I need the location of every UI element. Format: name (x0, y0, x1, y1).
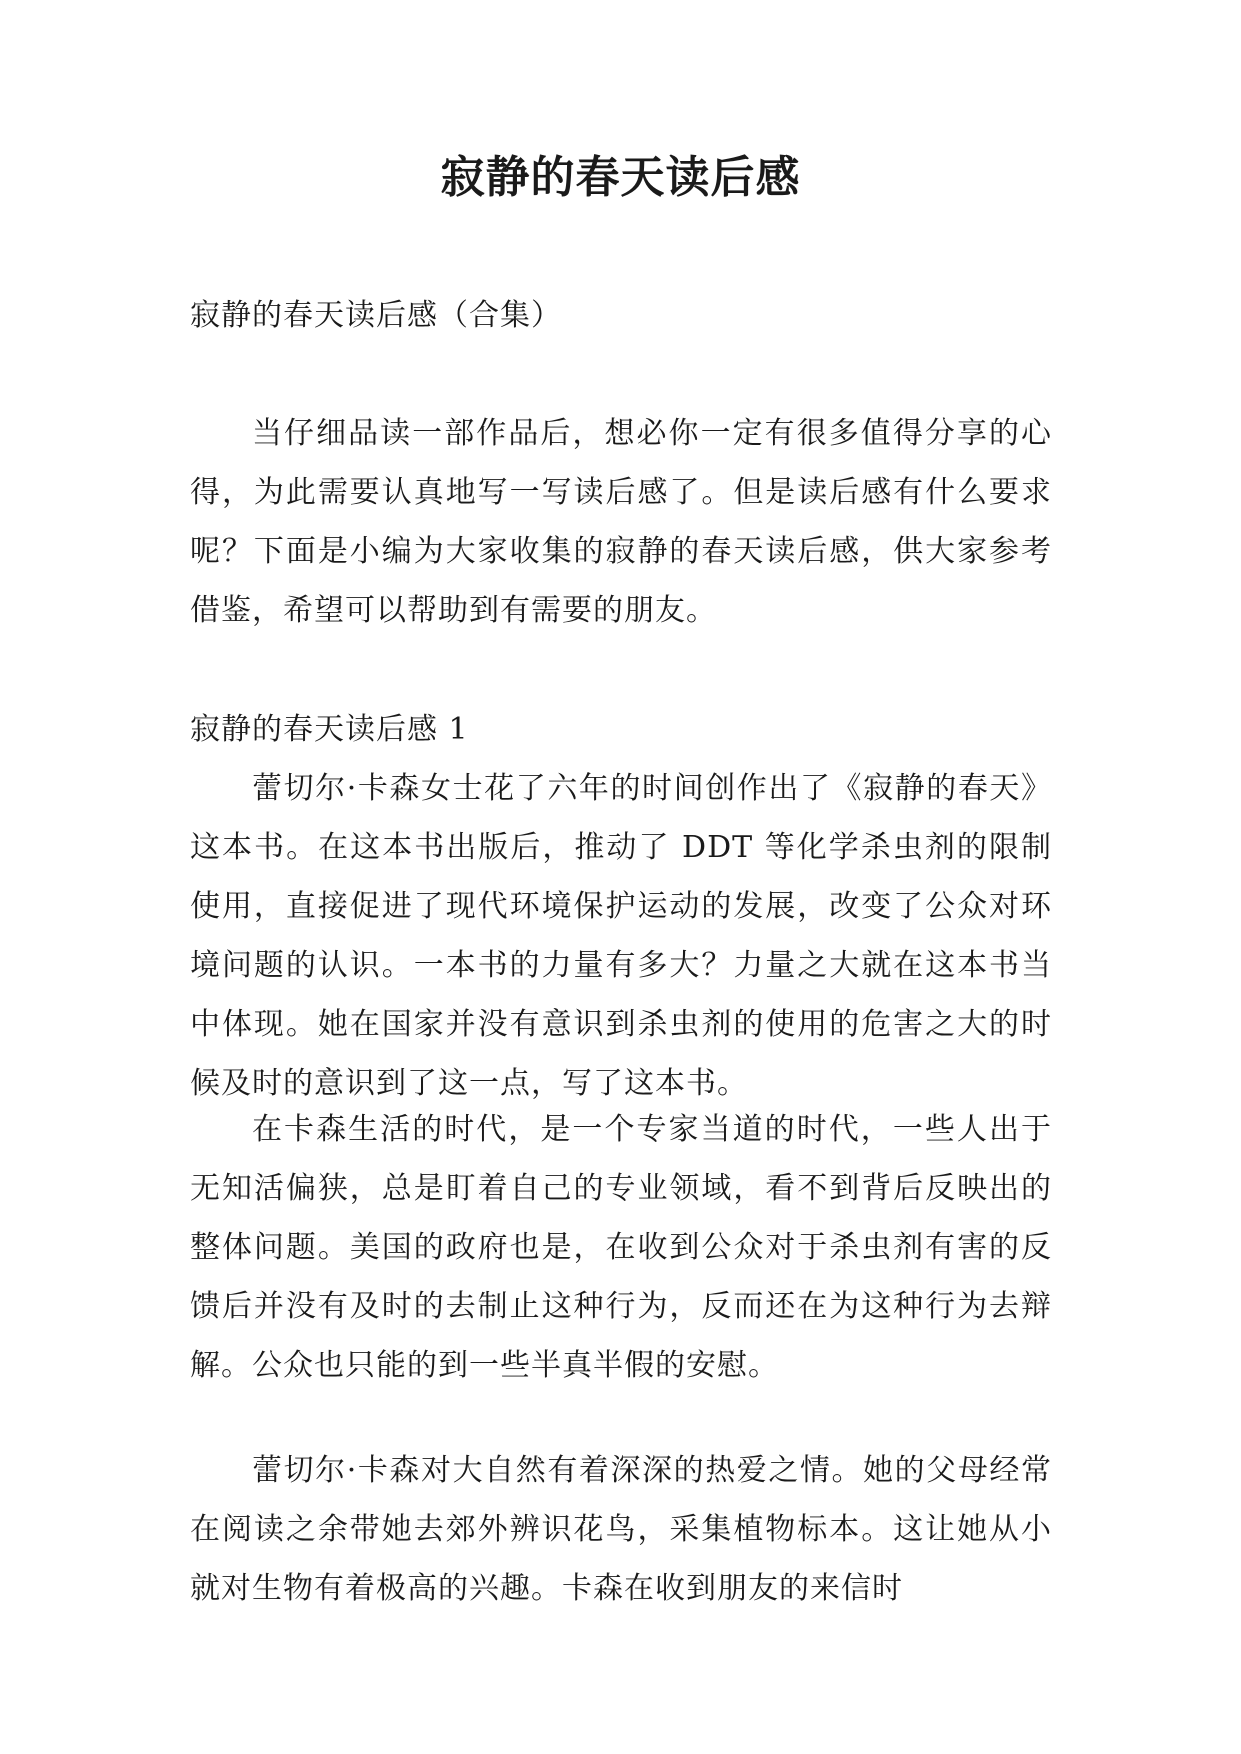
document-subtitle: 寂静的春天读后感（合集） (190, 298, 562, 333)
section-heading: 寂静的春天读后感 1 (190, 712, 469, 747)
body-paragraph: 蕾切尔·卡森女士花了六年的时间创作出了《寂静的春天》这本书。在这本书出版后，推动了 DDT 等化学杀虫剂的限制使用，直接促进了现代环境保护运动的发展，改变了公众对环境问题的认识。一本书的力量有多大？力量之大就在这本书当中体现。她在国家并没有意识到杀虫剂的使用的危害之大的时候及时的意识到了这一点，写了这本书。 (190, 771, 1052, 1101)
intro-paragraph: 当仔细品读一部作品后，想必你一定有很多值得分享的心得，为此需要认真地写一写读后感了。但是读后感有什么要求呢？下面是小编为大家收集的寂静的春天读后感，供大家参考借鉴，希望可以帮助到有需要的朋友。 (190, 416, 1052, 628)
body-paragraph: 蕾切尔·卡森对大自然有着深深的热爱之情。她的父母经常在阅读之余带她去郊外辨识花鸟，采集植物标本。这让她从小就对生物有着极高的兴趣。卡森在收到朋友的来信时 (190, 1453, 1052, 1606)
document-title: 寂静的春天读后感 (440, 152, 801, 203)
body-paragraph: 在卡森生活的时代，是一个专家当道的时代，一些人出于无知活偏狭，总是盯着自己的专业领域，看不到背后反映出的整体问题。美国的政府也是，在收到公众对于杀虫剂有害的反馈后并没有及时的去制止这种行为，反而还在为这种行为去辩解。公众也只能的到一些半真半假的安慰。 (190, 1112, 1052, 1383)
